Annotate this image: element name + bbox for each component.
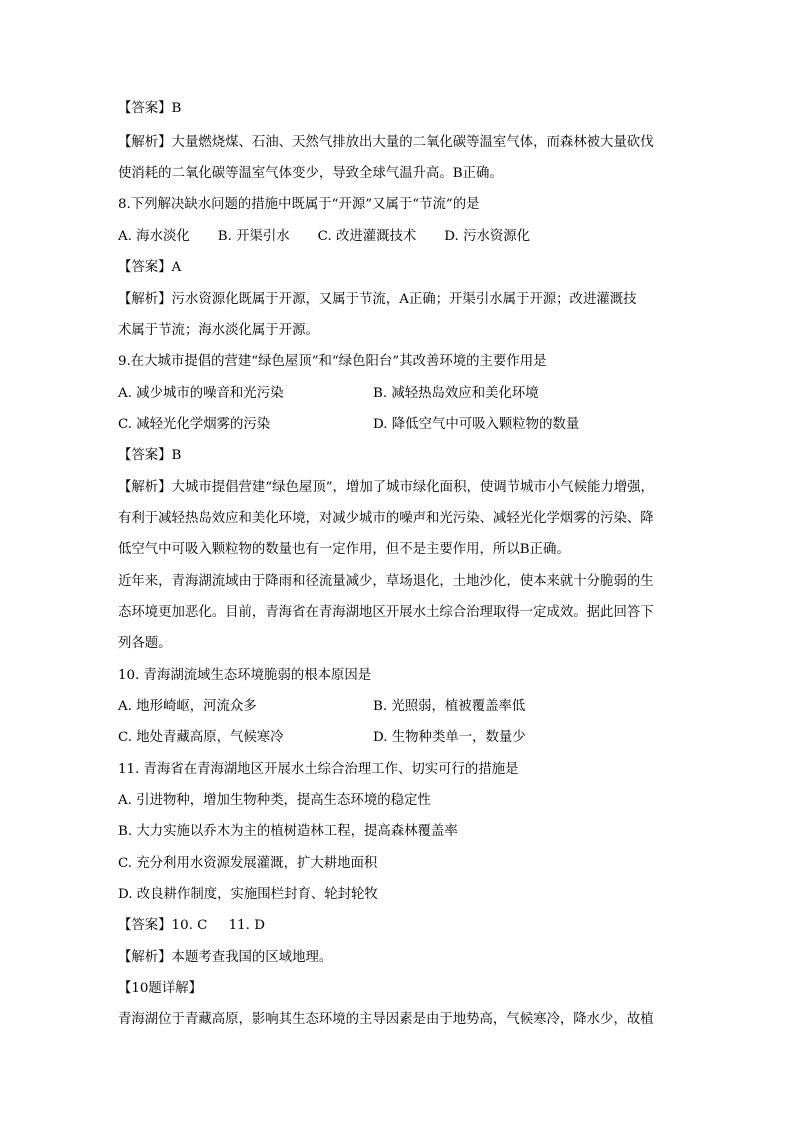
question-9: 9.在大城市提倡的营建“绿色屋顶”和“绿色阳台”其改善环境的主要作用是 <box>118 354 547 369</box>
q9-option-a: A. 减少城市的噪音和光污染 <box>118 386 284 401</box>
passage-line: 列各题。 <box>118 636 172 651</box>
passage-line: 近年来，青海湖流域由于降雨和径流量减少，草场退化，土地沙化，使本来就十分脆弱的生 <box>118 574 654 589</box>
question-8: 8.下列解决缺水问题的措施中既属于“开源”又属于“节流”的是 <box>118 197 480 212</box>
q8-option-b: B. 开渠引水 <box>217 229 290 244</box>
q10-options-row <box>118 729 526 747</box>
q8-option-c: C. 改进灌溉技术 <box>317 229 417 244</box>
q9-option-b: B. 减轻热岛效应和美化环境 <box>373 386 539 401</box>
q8-option-d: D. 污水资源化 <box>444 229 531 244</box>
q11-option-d: D. 改良耕作制度，实施围栏封育、轮封轮牧 <box>118 887 378 902</box>
analysis-line: 【解析】大城市提倡营建“绿色屋顶”，增加了城市绿化面积，使调节城市小气候能力增强， <box>118 480 654 495</box>
analysis-line: 有利于减轻热岛效应和美化环境，对减少城市的噪声和光污染、减轻光化学烟雾的污染、降 <box>118 511 654 526</box>
q11-option-b: B. 大力实施以乔木为主的植树造林工程，提高森林覆盖率 <box>118 824 458 839</box>
q10-option-d: D. 生物种类单一，数量少 <box>373 730 526 745</box>
q8-options <box>118 228 530 246</box>
q9-option-d: D. 降低空气中可吸入颗粒物的数量 <box>373 417 580 432</box>
analysis-line: 低空气中可吸入颗粒物的数量也有一定作用，但不是主要作用，所以B正确。 <box>118 542 570 557</box>
analysis-line: 术属于节流；海水淡化属于开源。 <box>118 323 319 338</box>
q9-options-row <box>118 385 539 403</box>
analysis-line: 【解析】污水资源化既属于开源，又属于节流，A正确；开渠引水属于开源；改进灌溉技 <box>118 292 637 307</box>
q11-option-c: C. 充分利用水资源发展灌溉，扩大耕地面积 <box>118 856 378 871</box>
answer-line: 【答案】B <box>118 448 182 463</box>
analysis-line: 【解析】大量燃烧煤、石油、天然气排放出大量的二氧化碳等温室气体，而森林被大量砍伐 <box>118 135 654 150</box>
q10-options-row <box>118 698 526 716</box>
answer-line: 【答案】B <box>118 101 182 116</box>
answer-line: 【答案】10. C 11. D <box>118 918 265 933</box>
q10-option-c: C. 地处青藏高原，气候寒冷 <box>118 730 284 745</box>
passage-line: 态环境更加恶化。目前，青海省在青海湖地区开展水土综合治理取得一定成效。据此回答下 <box>118 605 654 620</box>
analysis-line: 【解析】本题考查我国的区域地理。 <box>118 950 333 965</box>
question-11: 11. 青海省在青海湖地区开展水土综合治理工作、切实可行的措施是 <box>118 762 519 777</box>
answer-line: 【答案】A <box>118 260 182 275</box>
q8-option-a: A. 海水淡化 <box>118 229 190 244</box>
analysis-line: 使消耗的二氧化碳等温室气体变少，导致全球气温升高。B正确。 <box>118 166 503 181</box>
section-heading: 【10题详解】 <box>118 981 202 996</box>
q10-option-a: A. 地形崎岖，河流众多 <box>118 699 257 714</box>
question-10: 10. 青海湖流域生态环境脆弱的根本原因是 <box>118 668 372 683</box>
q10-option-b: B. 光照弱，植被覆盖率低 <box>373 699 526 714</box>
explanation-line: 青海湖位于青藏高原，影响其生态环境的主导因素是由于地势高，气候寒冷，降水少，故植 <box>118 1012 654 1027</box>
q9-options-row <box>118 416 580 434</box>
q11-option-a: A. 引进物种，增加生物种类，提高生态环境的稳定性 <box>118 793 431 808</box>
q9-option-c: C. 减轻光化学烟雾的污染 <box>118 417 271 432</box>
